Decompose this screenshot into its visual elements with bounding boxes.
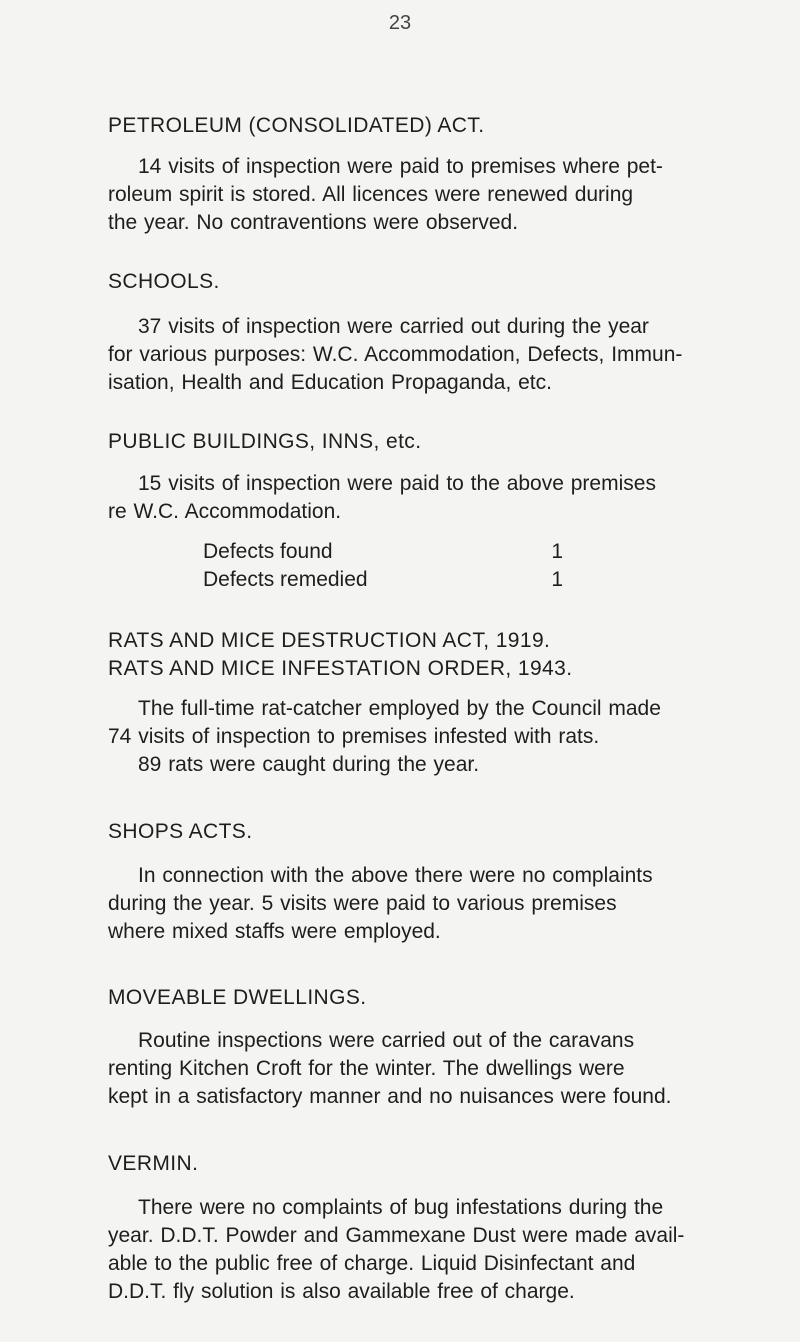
- paragraph-line: for various purposes: W.C. Accommodation, Defects, Immun-: [108, 343, 683, 366]
- section-heading: VERMIN.: [108, 1152, 199, 1175]
- paragraph-line: isation, Health and Education Propaganda, etc.: [108, 371, 552, 394]
- paragraph-line: 37 visits of inspection were carried out during the year: [138, 315, 649, 338]
- defects-value: 1: [551, 540, 563, 563]
- section-heading: PUBLIC BUILDINGS, INNS, etc.: [108, 430, 422, 453]
- section-moveable-dwellings: [108, 984, 798, 1111]
- paragraph-line: 14 visits of inspection were paid to premises where pet-: [138, 155, 663, 178]
- paragraph-line: D.D.T. fly solution is also available free of charge.: [108, 1280, 575, 1303]
- paragraph-line: during the year. 5 visits were paid to various premises: [108, 892, 617, 915]
- paragraph-line: able to the public free of charge. Liquid Disinfectant and: [108, 1252, 636, 1275]
- paragraph-line: year. D.D.T. Powder and Gammexane Dust were made avail-: [108, 1224, 685, 1247]
- paragraph-line: Routine inspections were carried out of the caravans: [138, 1029, 635, 1052]
- defects-value: 1: [551, 568, 563, 591]
- section-heading: RATS AND MICE DESTRUCTION ACT, 1919.: [108, 629, 551, 652]
- paragraph-line: renting Kitchen Croft for the winter. The dwellings were: [108, 1057, 625, 1080]
- defects-label: Defects remedied: [203, 568, 368, 591]
- paragraph-line: The full-time rat-catcher employed by the Council made: [138, 697, 661, 720]
- section-heading: RATS AND MICE INFESTATION ORDER, 1943.: [108, 657, 573, 680]
- paragraph-line: 15 visits of inspection were paid to the above premises: [138, 472, 656, 495]
- paragraph-line: 74 visits of inspection to premises infested with rats.: [108, 725, 600, 748]
- paragraph-line: In connection with the above there were no complaints: [138, 864, 653, 887]
- section-heading: MOVEABLE DWELLINGS.: [108, 986, 367, 1009]
- section-rats: [108, 627, 798, 779]
- section-public-buildings: [108, 428, 798, 594]
- section-heading: SHOPS ACTS.: [108, 820, 253, 843]
- paragraph-line: the year. No contraventions were observed.: [108, 211, 519, 234]
- section-vermin: [108, 1150, 798, 1306]
- defects-row: [203, 538, 563, 566]
- paragraph-line: kept in a satisfactory manner and no nuisances were found.: [108, 1085, 672, 1108]
- document-body: [108, 112, 798, 1306]
- paragraph-line: 89 rats were caught during the year.: [138, 753, 480, 776]
- page-number: 23: [388, 12, 412, 34]
- defects-table: [108, 538, 798, 594]
- defects-row: [203, 566, 563, 594]
- paragraph-line: where mixed staffs were employed.: [108, 920, 441, 943]
- defects-label: Defects found: [203, 540, 333, 563]
- section-heading: PETROLEUM (CONSOLIDATED) ACT.: [108, 114, 485, 137]
- section-schools: [108, 268, 798, 397]
- paragraph-line: re W.C. Accommodation.: [108, 500, 342, 523]
- paragraph-line: There were no complaints of bug infestations during the: [138, 1196, 664, 1219]
- paragraph-line: roleum spirit is stored. All licences were renewed during: [108, 183, 634, 206]
- section-shops: [108, 818, 798, 946]
- section-heading: SCHOOLS.: [108, 270, 220, 293]
- section-petroleum: [108, 112, 798, 237]
